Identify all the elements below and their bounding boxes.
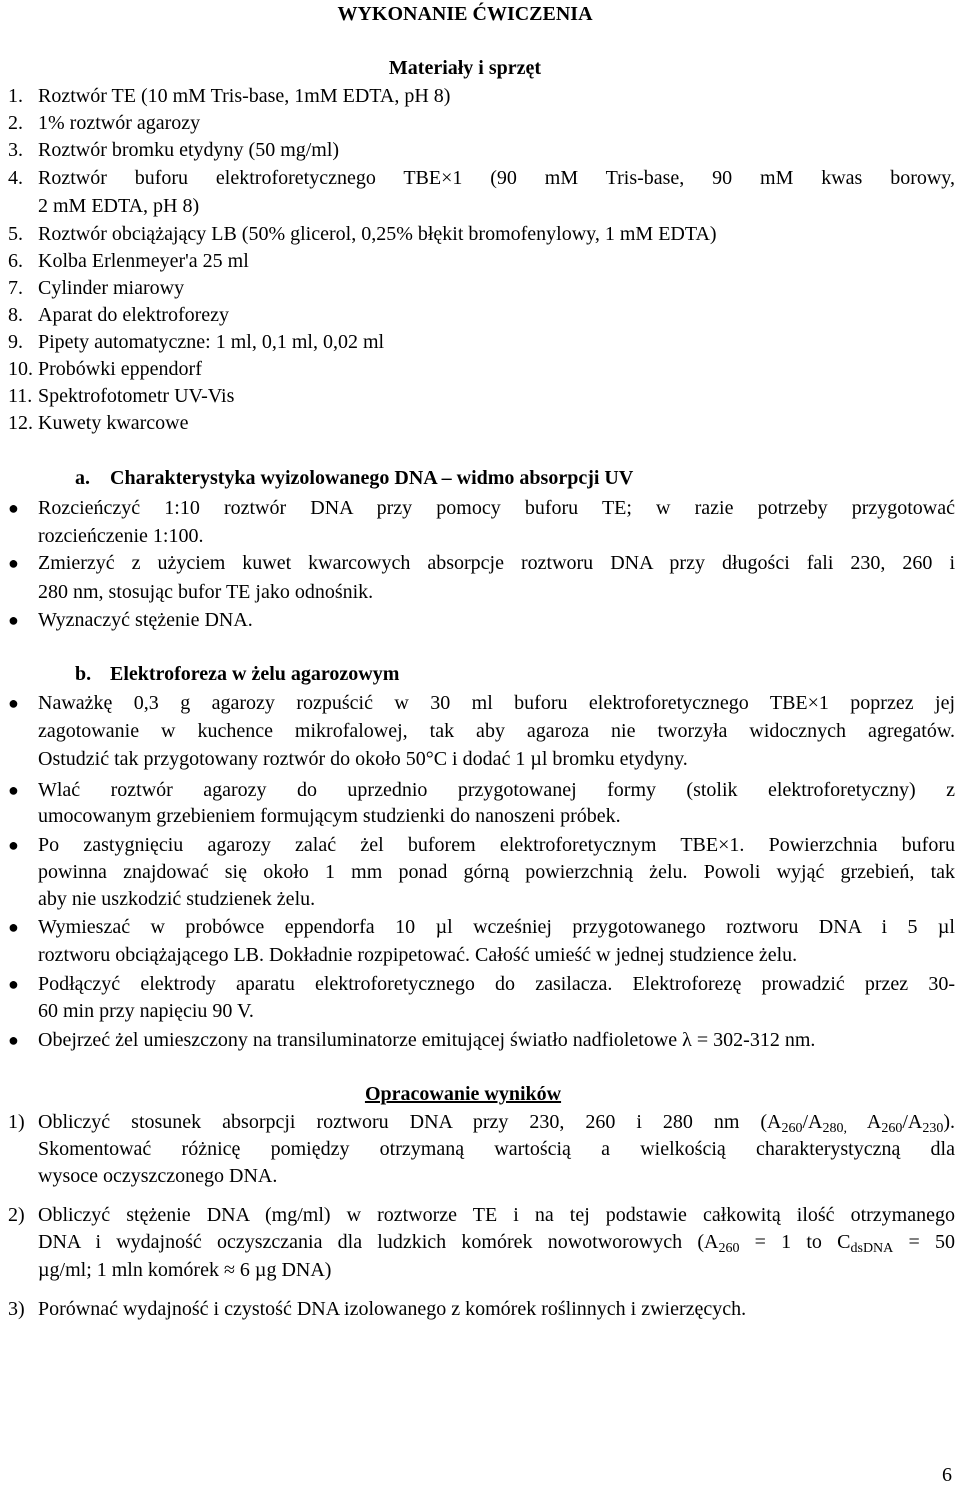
page-number: 6 — [942, 1464, 952, 1486]
bullet-icon: ● — [8, 610, 19, 630]
bullet-icon: ● — [8, 1030, 19, 1050]
bullet-icon: ● — [8, 693, 19, 713]
document-title: WYKONANIE ĆWICZENIA — [337, 3, 593, 25]
bullet-icon: ● — [8, 917, 19, 937]
bullet-icon: ● — [8, 553, 19, 573]
bullet-icon: ● — [8, 780, 19, 800]
document-page: WYKONANIE ĆWICZENIA Materiały i sprzęt 1. Roztwór TE (10 mM Tris-base, 1mM EDTA, pH 8) 2. 1% roztwór agarozy 3. Roztwór bromku etydyny (50 mg/ml) 4. Roztwór buforu elektroforetycznego TBE×1 (90 mM Tris-base, 90 mM kwas borowy, 2 mM EDTA, pH 8) 5. Roztwór obciążający LB (50% glicerol, 0,25% błękit bromofenylowy, 1 mM EDTA) 6. Kolba Erlenmeyer'a 25 ml 7. Cylinder miarowy 8. Aparat do elektroforezy 9. Pipety automatyczne: 1 ml, 0,1 ml, 0,02 ml 10. Probówki eppendorf 11. Spektrofotometr UV-Vis 12. Kuwety kwarcowe a. Charakterystyka wyizolowanego DNA – widmo absorpcji UV ● Rozcieńczyć 1:10 roztwór DNA przy pomocy buforu TE; w razie potrzeby przygotować rozcieńczenie 1:100. ● Zmierzyć z użyciem kuwet kwarcowych absorpcje roztworu DNA przy długości fali 230, 260 i 280 nm, stosując bufor TE jako odnośnik. ● Wyznaczyć stężenie DNA. b. Elektroforeza w żelu agarozowym ● Naważkę 0,3 g agarozy rozpuścić w 30 ml buforu elektroforetycznego TBE×1 poprzez jej zagotowanie w kuchence mikrofalowej, tak aby agaroza nie tworzyła widocznych agregatów. Ostudzić tak przygotowany roztwór do około 50°C i dodać 1 µl bromku etydyny. ● Wlać roztwór agarozy do uprzednio przygotowanej formy (stolik elektroforetyczny) z umocowanym grzebieniem formującym studzienki do nanoszeni próbek. ● Po zastygnięciu agarozy zalać żel buforem elektroforetycznym TBE×1. Powierzchnia buforu powinna znajdować się około 1 mm ponad górną powierzchnią żelu. Powoli wyjąć grzebień, tak aby nie uszkodzić studzienek żelu. ● Wymieszać w probówce eppendorfa 10 µl wcześniej przygotowanego roztworu DNA i 5 µl roztworu obciążającego LB. Dokładnie rozpipetować. Całość umieść w jednej studzience żelu. ● Podłączyć elektrody aparatu elektroforetycznego do zasilacza. Elektroforezę prowadzić przez 30- 60 min przy napięciu 90 V. ● Obejrzeć żel umieszczony na transiluminatorze emitującej światło nadfioletowe λ = 302-312 nm. Opracowanie wyników 1) Obliczyć stosunek absorpcji roztworu DNA przy 230, 260 i 280 nm ($A_{260}/A_{280,}$ $A_{260}/A_{230}$). Skomentować różnicę pomiędzy otrzymaną wartością a wielkością charakterystyczną dla wysoce oczyszczonego DNA. 2) Obliczyć stężenie DNA (mg/ml) w roztworze TE i na tej podstawie całkowitą ilość otrzymanego DNA i wydajność oczyszczania dla ludzkich komórek nowotworowych ($A_{260} = 1$ to $C_{dsDNA} = 50$ µg/ml; 1 mln komórek ≈ 6 µg DNA) 3) Porównać wydajność i czystość DNA izolowanego z komórek roślinnych i zwierzęcych. 6 — [0, 0, 960, 1497]
materials-heading: Materiały i sprzęt — [388, 57, 542, 79]
bullet-icon: ● — [8, 835, 19, 855]
bullet-icon: ● — [8, 974, 19, 994]
bullet-icon: ● — [8, 498, 19, 518]
results-heading: Opracowanie wyników — [364, 1083, 562, 1105]
